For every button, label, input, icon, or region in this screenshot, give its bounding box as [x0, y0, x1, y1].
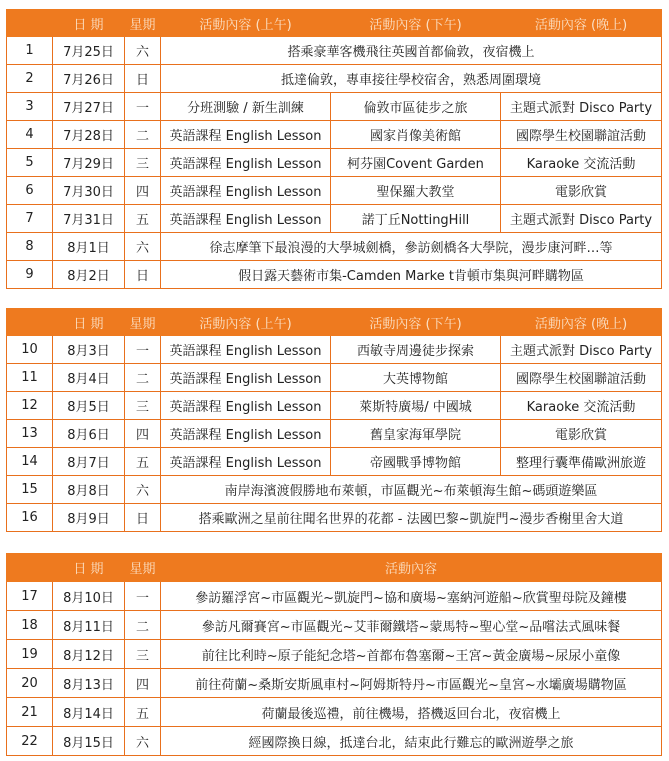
table-row — [7, 261, 662, 289]
header-no — [7, 10, 53, 37]
row-activity-afternoon: 帝國戰爭博物館 — [331, 448, 501, 476]
table-header-row — [7, 309, 662, 336]
row-number: 10 — [7, 336, 53, 364]
row-activity-morning: 英語課程 English Lesson — [161, 149, 331, 177]
row-number: 22 — [7, 727, 53, 756]
row-activity-afternoon: 萊斯特廣場/ 中國城 — [331, 392, 501, 420]
header-morning: 活動內容 (上午) — [161, 10, 331, 37]
row-number: 20 — [7, 669, 53, 698]
row-date: 8月4日 — [53, 364, 125, 392]
table-row — [7, 420, 662, 448]
row-weekday: 日 — [125, 65, 161, 93]
table-row — [7, 177, 662, 205]
row-number: 7 — [7, 205, 53, 233]
row-activity-evening: 電影欣賞 — [501, 420, 662, 448]
row-date: 8月7日 — [53, 448, 125, 476]
row-weekday: 一 — [125, 582, 161, 611]
row-activity-morning: 英語課程 English Lesson — [161, 392, 331, 420]
row-weekday: 三 — [125, 149, 161, 177]
table-row — [7, 582, 662, 611]
row-date: 8月6日 — [53, 420, 125, 448]
row-activity-morning: 分班測驗 / 新生訓練 — [161, 93, 331, 121]
row-activity-morning: 英語課程 English Lesson — [161, 205, 331, 233]
row-date: 7月26日 — [53, 65, 125, 93]
row-activity-afternoon: 西敏寺周邊徒步探索 — [331, 336, 501, 364]
table-row — [7, 93, 662, 121]
table-row — [7, 233, 662, 261]
row-activity-full-day: 前往比利時~原子能紀念塔~首都布魯塞爾~王宮~黃金廣場~尿尿小童像 — [161, 640, 662, 669]
row-weekday: 四 — [125, 420, 161, 448]
row-activity-morning: 英語課程 English Lesson — [161, 121, 331, 149]
row-date: 8月10日 — [53, 582, 125, 611]
table-row — [7, 448, 662, 476]
row-date: 7月31日 — [53, 205, 125, 233]
row-weekday: 二 — [125, 611, 161, 640]
row-activity-evening: 主題式派對 Disco Party — [501, 336, 662, 364]
row-number: 17 — [7, 582, 53, 611]
row-activity-evening: 電影欣賞 — [501, 177, 662, 205]
row-activity-full-day: 經國際換日線，抵達台北，結束此行難忘的歐洲遊學之旅 — [161, 727, 662, 756]
row-date: 7月27日 — [53, 93, 125, 121]
row-number: 21 — [7, 698, 53, 727]
row-activity-full-day: 前往荷蘭~桑斯安斯風車村~阿姆斯特丹~市區觀光~皇宮~水壩廣場購物區 — [161, 669, 662, 698]
row-number: 2 — [7, 65, 53, 93]
row-number: 9 — [7, 261, 53, 289]
table-row — [7, 149, 662, 177]
table-row — [7, 121, 662, 149]
header-content: 活動內容 — [161, 554, 662, 582]
row-date: 7月25日 — [53, 37, 125, 65]
row-weekday: 四 — [125, 177, 161, 205]
row-activity-morning: 英語課程 English Lesson — [161, 448, 331, 476]
row-date: 8月12日 — [53, 640, 125, 669]
row-number: 16 — [7, 504, 53, 532]
row-activity-evening: 主題式派對 Disco Party — [501, 93, 662, 121]
header-afternoon: 活動內容 (下午) — [331, 309, 501, 336]
table-body — [7, 582, 662, 756]
row-activity-full-day: 徐志摩筆下最浪漫的大學城劍橋，參訪劍橋各大學院，漫步康河畔…等 — [161, 233, 662, 261]
row-activity-afternoon: 柯芬園Covent Garden — [331, 149, 501, 177]
row-activity-evening: 國際學生校園聯誼活動 — [501, 364, 662, 392]
row-date: 8月13日 — [53, 669, 125, 698]
row-activity-afternoon: 舊皇家海軍學院 — [331, 420, 501, 448]
row-activity-evening: 主題式派對 Disco Party — [501, 205, 662, 233]
header-afternoon: 活動內容 (下午) — [331, 10, 501, 37]
schedule-table-week1 — [6, 9, 662, 289]
row-number: 12 — [7, 392, 53, 420]
table-row — [7, 364, 662, 392]
row-weekday: 六 — [125, 727, 161, 756]
row-date: 8月15日 — [53, 727, 125, 756]
row-number: 14 — [7, 448, 53, 476]
row-number: 18 — [7, 611, 53, 640]
row-weekday: 六 — [125, 476, 161, 504]
row-weekday: 三 — [125, 640, 161, 669]
row-activity-full-day: 搭乘歐洲之星前往聞名世界的花都 - 法國巴黎~凱旋門~漫步香榭里舍大道 — [161, 504, 662, 532]
header-evening: 活動內容 (晚上) — [501, 10, 662, 37]
row-activity-afternoon: 諾丁丘NottingHill — [331, 205, 501, 233]
row-activity-morning: 英語課程 English Lesson — [161, 177, 331, 205]
row-activity-afternoon: 倫敦市區徒步之旅 — [331, 93, 501, 121]
row-weekday: 二 — [125, 121, 161, 149]
row-weekday: 日 — [125, 261, 161, 289]
row-activity-evening: Karaoke 交流活動 — [501, 149, 662, 177]
row-number: 19 — [7, 640, 53, 669]
header-date: 日 期 — [53, 554, 125, 582]
header-evening: 活動內容 (晚上) — [501, 309, 662, 336]
table-row — [7, 669, 662, 698]
row-activity-evening: Karaoke 交流活動 — [501, 392, 662, 420]
row-activity-morning: 英語課程 English Lesson — [161, 364, 331, 392]
header-date: 日 期 — [53, 309, 125, 336]
row-weekday: 六 — [125, 233, 161, 261]
row-weekday: 五 — [125, 205, 161, 233]
row-date: 8月9日 — [53, 504, 125, 532]
table-row — [7, 504, 662, 532]
header-no — [7, 309, 53, 336]
table-row — [7, 476, 662, 504]
table-row — [7, 727, 662, 756]
row-activity-full-day: 荷蘭最後巡禮，前往機場，搭機返回台北，夜宿機上 — [161, 698, 662, 727]
table-row — [7, 611, 662, 640]
table-body — [7, 37, 662, 289]
table-row — [7, 65, 662, 93]
row-number: 13 — [7, 420, 53, 448]
row-weekday: 一 — [125, 336, 161, 364]
row-number: 15 — [7, 476, 53, 504]
row-number: 1 — [7, 37, 53, 65]
schedule-table-europe — [6, 553, 662, 756]
header-morning: 活動內容 (上午) — [161, 309, 331, 336]
row-activity-full-day: 參訪凡爾賽宮~市區觀光~艾菲爾鐵塔~蒙馬特~聖心堂~品嚐法式風味餐 — [161, 611, 662, 640]
table-row — [7, 336, 662, 364]
header-weekday: 星期 — [125, 10, 161, 37]
table-header-row — [7, 554, 662, 582]
row-activity-evening: 整理行囊準備歐洲旅遊 — [501, 448, 662, 476]
row-activity-morning: 英語課程 English Lesson — [161, 420, 331, 448]
header-date: 日 期 — [53, 10, 125, 37]
row-number: 6 — [7, 177, 53, 205]
table-row — [7, 640, 662, 669]
row-activity-full-day: 抵達倫敦，專車接往學校宿舍，熟悉周圍環境 — [161, 65, 662, 93]
row-number: 11 — [7, 364, 53, 392]
schedule-table-week2 — [6, 308, 662, 532]
row-weekday: 三 — [125, 392, 161, 420]
row-activity-full-day: 搭乘豪華客機飛往英國首都倫敦，夜宿機上 — [161, 37, 662, 65]
row-weekday: 六 — [125, 37, 161, 65]
header-no — [7, 554, 53, 582]
row-date: 8月1日 — [53, 233, 125, 261]
table-row — [7, 698, 662, 727]
row-date: 8月5日 — [53, 392, 125, 420]
row-number: 3 — [7, 93, 53, 121]
row-activity-morning: 英語課程 English Lesson — [161, 336, 331, 364]
row-date: 7月28日 — [53, 121, 125, 149]
row-date: 8月14日 — [53, 698, 125, 727]
row-date: 7月30日 — [53, 177, 125, 205]
row-weekday: 日 — [125, 504, 161, 532]
table-row — [7, 205, 662, 233]
table-row — [7, 392, 662, 420]
table-header-row — [7, 10, 662, 37]
row-date: 8月11日 — [53, 611, 125, 640]
row-date: 7月29日 — [53, 149, 125, 177]
row-number: 8 — [7, 233, 53, 261]
row-weekday: 四 — [125, 669, 161, 698]
row-activity-afternoon: 大英博物館 — [331, 364, 501, 392]
row-weekday: 五 — [125, 448, 161, 476]
row-activity-evening: 國際學生校園聯誼活動 — [501, 121, 662, 149]
table-body — [7, 336, 662, 532]
row-date: 8月8日 — [53, 476, 125, 504]
header-weekday: 星期 — [125, 309, 161, 336]
row-activity-afternoon: 聖保羅大教堂 — [331, 177, 501, 205]
row-weekday: 五 — [125, 698, 161, 727]
row-activity-afternoon: 國家肖像美術館 — [331, 121, 501, 149]
row-number: 5 — [7, 149, 53, 177]
table-row — [7, 37, 662, 65]
row-number: 4 — [7, 121, 53, 149]
row-weekday: 二 — [125, 364, 161, 392]
row-activity-full-day: 南岸海濱渡假勝地布萊頓，市區觀光~布萊頓海生館~碼頭遊樂區 — [161, 476, 662, 504]
row-weekday: 一 — [125, 93, 161, 121]
row-date: 8月2日 — [53, 261, 125, 289]
row-date: 8月3日 — [53, 336, 125, 364]
row-activity-full-day: 參訪羅浮宮~市區觀光~凱旋門~協和廣場~塞納河遊船~欣賞聖母院及鐘樓 — [161, 582, 662, 611]
header-weekday: 星期 — [125, 554, 161, 582]
row-activity-full-day: 假日露天藝術市集-Camden Marke t肯頓市集與河畔購物區 — [161, 261, 662, 289]
